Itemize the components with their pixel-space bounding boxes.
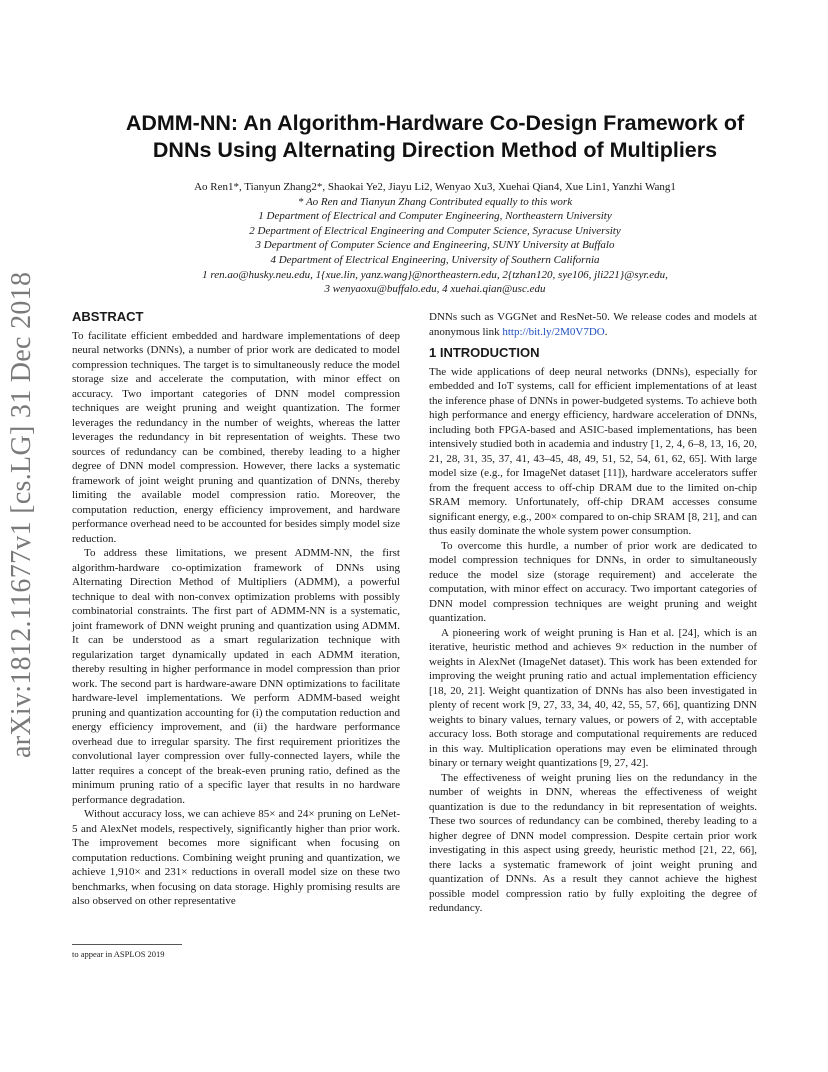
emails-line-1: 1 ren.ao@husky.neu.edu, 1{xue.lin, yanz.wang}@northeastern.edu, 2{tzhan120, sye106, jli221}@syr.edu, [202,268,668,281]
intro-paragraph-4: The effectiveness of weight pruning lies on the redundancy in the number of weights in DNN, whereas the effectiveness of weight quantization is due to the redundancy in bit representation of weights. These two sources of redundancy can be combined, thereby leading to a higher degree of DNN model compression. Despite certain prior work investigating in this aspect using greedy, heuristic method [21, 22, 66], there lacks a systematic framework of joint weight pruning and quantization of DNNs. As a result they cannot achieve the highest possible model compression ratio by fully exploiting the degree of redundancy. [429,771,757,914]
affiliation-2: 2 Department of Electrical Engineering and Computer Science, Syracuse University [249,224,621,237]
intro-paragraph-3: A pioneering work of weight pruning is Han et al. [24], which is an iterative, heuristic method and achieves 9× reduction in the number of weights in AlexNet (ImageNet dataset). This work has been extended for improving the weight pruning ratio and actual implementation efficiency [18, 20, 21]. Weight quantization of DNNs has also been investigated in plenty of recent work [9, 27, 33, 34, 40, 42, 55, 57, 66], quantizing DNN weights to binary values, ternary values, or powers of 2, with acceptable accuracy loss. Both storage and computational requirements are reduced in this way. Multiplication operations may even be eliminated through binary or ternary weight quantizations [9, 27, 42]. [429,626,757,769]
affiliation-1: 1 Department of Electrical and Computer Engineering, Northeastern University [258,210,612,223]
left-column [72,310,400,909]
abstract-paragraph-3: Without accuracy loss, we can achieve 85× and 24× pruning on LeNet-5 and AlexNet models, respectively, significantly higher than prior work. The improvement becomes more significant when focusing on computation reductions. Combining weight pruning and quantization, we achieve 1,910× and 231× reductions in overall model size on these two benchmarks, when focusing on data storage. Highly promising results are also observed on other representative [72,808,400,907]
arxiv-identifier-stamp: arXiv:1812.11677v1 [cs.LG] 31 Dec 2018 [6,271,37,758]
introduction-heading: 1 INTRODUCTION [429,345,540,360]
abstract-paragraph-2: To address these limitations, we present ADMM-NN, the first algorithm-hardware co-optimization framework of DNNs using Alternating Direction Method of Multipliers (ADMM), a powerful technique to deal with non-convex optimization problems with possibly combinatorial constraints. The first part of ADMM-NN is a systematic, joint framework of DNN weight pruning and quantization using ADMM. It can be understood as a smart regularization technique with regularization target dynamically updated in each ADMM iteration, thereby resulting in higher performance in model compression than prior work. The second part is hardware-aware DNN optimizations to facilitate hardware-level implementations. We perform ADMM-based weight pruning and quantization accounting for (i) the computation reduction and energy efficiency improvement, and (ii) the hardware performance overhead due to irregular sparsity. The first requirement prioritizes the convolutional layer compression over fully-connected layers, while the latter requires a concept of the break-even pruning ratio, defined as the minimum pruning ratio of a specific layer that results in no hardware performance degradation. [72,547,400,806]
equal-contribution-note: * Ao Ren and Tianyun Zhang Contributed equally to this work [297,195,573,208]
affiliation-3: 3 Department of Computer Science and Engineering, SUNY University at Buffalo [255,239,615,252]
abstract-continuation-text: DNNs such as VGGNet and ResNet-50. We release codes and models at anonymous link [429,311,757,338]
title-line-1: ADMM-NN: An Algorithm-Hardware Co-Design Framework of [125,111,745,135]
affiliation-4: 4 Department of Electrical Engineering, University of Southern California [270,253,600,266]
abstract-continuation-end: . [604,325,608,338]
abstract-heading: ABSTRACT [72,309,144,324]
code-link[interactable]: http://bit.ly/2M0V7DO [502,325,605,338]
footnote: to appear in ASPLOS 2019 [72,949,165,959]
author-list: Ao Ren1*, Tianyun Zhang2*, Shaokai Ye2, Jiayu Li2, Wenyao Xu3, Xuehai Qian4, Xue Lin1, Yanzhi Wang1 [194,181,676,193]
emails-line-2: 3 wenyaoxu@buffalo.edu, 4 xuehai.qian@usc.edu [324,283,546,296]
footnote-rule [72,944,182,945]
right-column [429,310,757,916]
author-block [60,180,810,297]
intro-paragraph-2: To overcome this hurdle, a number of prior work are dedicated to model compression techniques for DNNs, in order to simultaneously reduce the model size (storage requirement) and accelerate the computation, with minor effect on accuracy. Two important categories of DNN model compression techniques are weight pruning and weight quantization. [429,539,757,624]
title-line-2: DNNs Using Alternating Direction Method of Multipliers [152,138,718,162]
intro-paragraph-1: The wide applications of deep neural networks (DNNs), especially for embedded and IoT systems, call for efficient implementations of at least the inference phase of DNNs in power-budgeted systems. To achieve both high performance and energy efficiency, hardware acceleration of DNNs, including both FPGA-based and ASIC-based implementations, has been intensively studied both in academia and industry [1, 2, 4, 6–8, 13, 16, 20, 21, 28, 31, 35, 37, 41, 43–45, 48, 49, 51, 52, 54, 61, 62, 65]. With large model size (e.g., for ImageNet dataset [11]), hardware accelerators suffer from the frequent access to off-chip DRAM due to the limited on-chip SRAM memory. Unfortunately, off-chip DRAM accesses consume significant energy, e.g., 200× compared to on-chip SRAM [8, 21], and can thus easily dominate the whole system power consumption. [429,365,757,537]
abstract-paragraph-1: To facilitate efficient embedded and hardware implementations of deep neural networks (DNNs), a number of prior work are dedicated to model compression techniques. The target is to simultaneously reduce the model storage size and accelerate the computation, with minor effect on accuracy. Two important categories of DNN model compression techniques are weight pruning and weight quantization. The former leverages the redundancy in the number of weights, whereas the latter leverages the redundancy in bit representation of weights. These two sources of redundancy can be combined, thereby leading to a higher degree of DNN model compression. However, there lacks a systematic framework of joint weight pruning and quantization of DNNs, thereby limiting the available model compression ratio. Moreover, the computation reduction, energy efficiency improvement, and hardware performance overhead need to be accounted for besides simply model size reduction. [72,329,400,545]
paper-title [60,110,810,164]
abstract-continuation [429,310,757,339]
